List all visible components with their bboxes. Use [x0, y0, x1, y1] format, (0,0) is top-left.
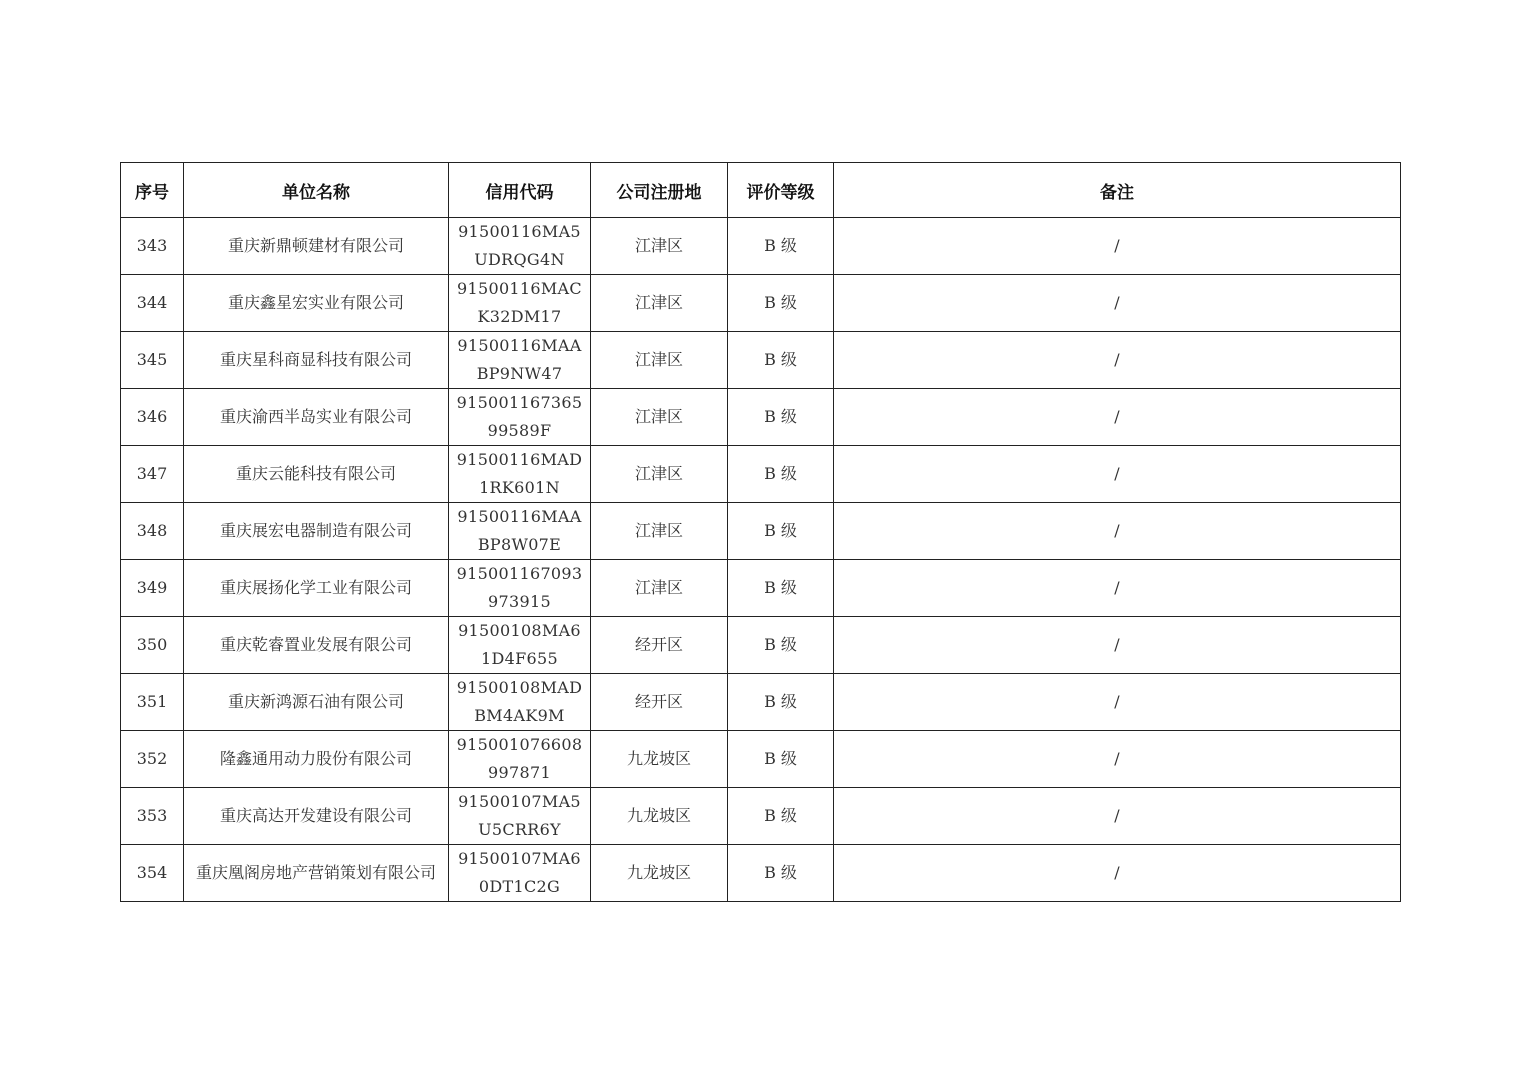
table-header-row	[121, 163, 1401, 218]
cell-credit-code: 91500107MA60DT1C2G	[449, 845, 591, 902]
cell-remarks: /	[834, 731, 1401, 788]
cell-serial-number: 353	[121, 788, 184, 845]
table-row	[121, 446, 1401, 503]
cell-company-name: 重庆新鸿源石油有限公司	[184, 674, 449, 731]
cell-company-name: 重庆鑫星宏实业有限公司	[184, 275, 449, 332]
cell-rating-grade: B 级	[728, 503, 834, 560]
table-row	[121, 275, 1401, 332]
cell-credit-code: 91500108MA61D4F655	[449, 617, 591, 674]
cell-remarks: /	[834, 560, 1401, 617]
cell-credit-code: 91500116MAABP9NW47	[449, 332, 591, 389]
cell-registered-location: 江津区	[591, 503, 728, 560]
cell-remarks: /	[834, 275, 1401, 332]
cell-credit-code: 91500116736599589F	[449, 389, 591, 446]
cell-serial-number: 349	[121, 560, 184, 617]
cell-serial-number: 354	[121, 845, 184, 902]
cell-registered-location: 江津区	[591, 275, 728, 332]
cell-remarks: /	[834, 788, 1401, 845]
cell-rating-grade: B 级	[728, 560, 834, 617]
cell-rating-grade: B 级	[728, 446, 834, 503]
cell-remarks: /	[834, 389, 1401, 446]
header-company-name: 单位名称	[184, 163, 449, 218]
cell-registered-location: 江津区	[591, 446, 728, 503]
table-row	[121, 389, 1401, 446]
cell-registered-location: 九龙坡区	[591, 845, 728, 902]
table-row	[121, 332, 1401, 389]
cell-credit-code: 91500107MA5U5CRR6Y	[449, 788, 591, 845]
cell-rating-grade: B 级	[728, 275, 834, 332]
cell-credit-code: 91500116MAABP8W07E	[449, 503, 591, 560]
table-row	[121, 788, 1401, 845]
cell-remarks: /	[834, 845, 1401, 902]
table-row	[121, 503, 1401, 560]
cell-remarks: /	[834, 332, 1401, 389]
cell-registered-location: 江津区	[591, 560, 728, 617]
cell-remarks: /	[834, 218, 1401, 275]
cell-company-name: 重庆展宏电器制造有限公司	[184, 503, 449, 560]
credit-rating-table	[120, 162, 1401, 902]
cell-serial-number: 345	[121, 332, 184, 389]
cell-company-name: 重庆高达开发建设有限公司	[184, 788, 449, 845]
header-credit-code: 信用代码	[449, 163, 591, 218]
cell-company-name: 隆鑫通用动力股份有限公司	[184, 731, 449, 788]
cell-credit-code: 91500116MAD1RK601N	[449, 446, 591, 503]
cell-rating-grade: B 级	[728, 218, 834, 275]
cell-registered-location: 江津区	[591, 389, 728, 446]
cell-rating-grade: B 级	[728, 389, 834, 446]
table-row	[121, 617, 1401, 674]
table-row	[121, 674, 1401, 731]
cell-company-name: 重庆渝西半岛实业有限公司	[184, 389, 449, 446]
cell-credit-code: 915001076608997871	[449, 731, 591, 788]
cell-registered-location: 九龙坡区	[591, 731, 728, 788]
cell-registered-location: 江津区	[591, 218, 728, 275]
header-remarks: 备注	[834, 163, 1401, 218]
cell-remarks: /	[834, 446, 1401, 503]
table-row	[121, 845, 1401, 902]
cell-registered-location: 九龙坡区	[591, 788, 728, 845]
cell-credit-code: 91500116MACK32DM17	[449, 275, 591, 332]
cell-rating-grade: B 级	[728, 674, 834, 731]
cell-company-name: 重庆展扬化学工业有限公司	[184, 560, 449, 617]
cell-company-name: 重庆乾睿置业发展有限公司	[184, 617, 449, 674]
cell-company-name: 重庆新鼎顿建材有限公司	[184, 218, 449, 275]
cell-serial-number: 352	[121, 731, 184, 788]
cell-serial-number: 347	[121, 446, 184, 503]
cell-company-name: 重庆云能科技有限公司	[184, 446, 449, 503]
cell-serial-number: 351	[121, 674, 184, 731]
header-rating-grade: 评价等级	[728, 163, 834, 218]
cell-credit-code: 915001167093973915	[449, 560, 591, 617]
cell-serial-number: 344	[121, 275, 184, 332]
cell-registered-location: 经开区	[591, 617, 728, 674]
cell-registered-location: 江津区	[591, 332, 728, 389]
cell-credit-code: 91500108MADBM4AK9M	[449, 674, 591, 731]
cell-rating-grade: B 级	[728, 617, 834, 674]
header-registered-location: 公司注册地	[591, 163, 728, 218]
cell-remarks: /	[834, 674, 1401, 731]
cell-serial-number: 346	[121, 389, 184, 446]
cell-serial-number: 350	[121, 617, 184, 674]
cell-rating-grade: B 级	[728, 788, 834, 845]
cell-serial-number: 348	[121, 503, 184, 560]
cell-remarks: /	[834, 617, 1401, 674]
cell-remarks: /	[834, 503, 1401, 560]
cell-company-name: 重庆凰阁房地产营销策划有限公司	[184, 845, 449, 902]
cell-company-name: 重庆星科商显科技有限公司	[184, 332, 449, 389]
header-serial-number: 序号	[121, 163, 184, 218]
cell-credit-code: 91500116MA5UDRQG4N	[449, 218, 591, 275]
table-row	[121, 560, 1401, 617]
cell-registered-location: 经开区	[591, 674, 728, 731]
cell-rating-grade: B 级	[728, 731, 834, 788]
table-row	[121, 731, 1401, 788]
cell-rating-grade: B 级	[728, 332, 834, 389]
cell-rating-grade: B 级	[728, 845, 834, 902]
cell-serial-number: 343	[121, 218, 184, 275]
table-row	[121, 218, 1401, 275]
